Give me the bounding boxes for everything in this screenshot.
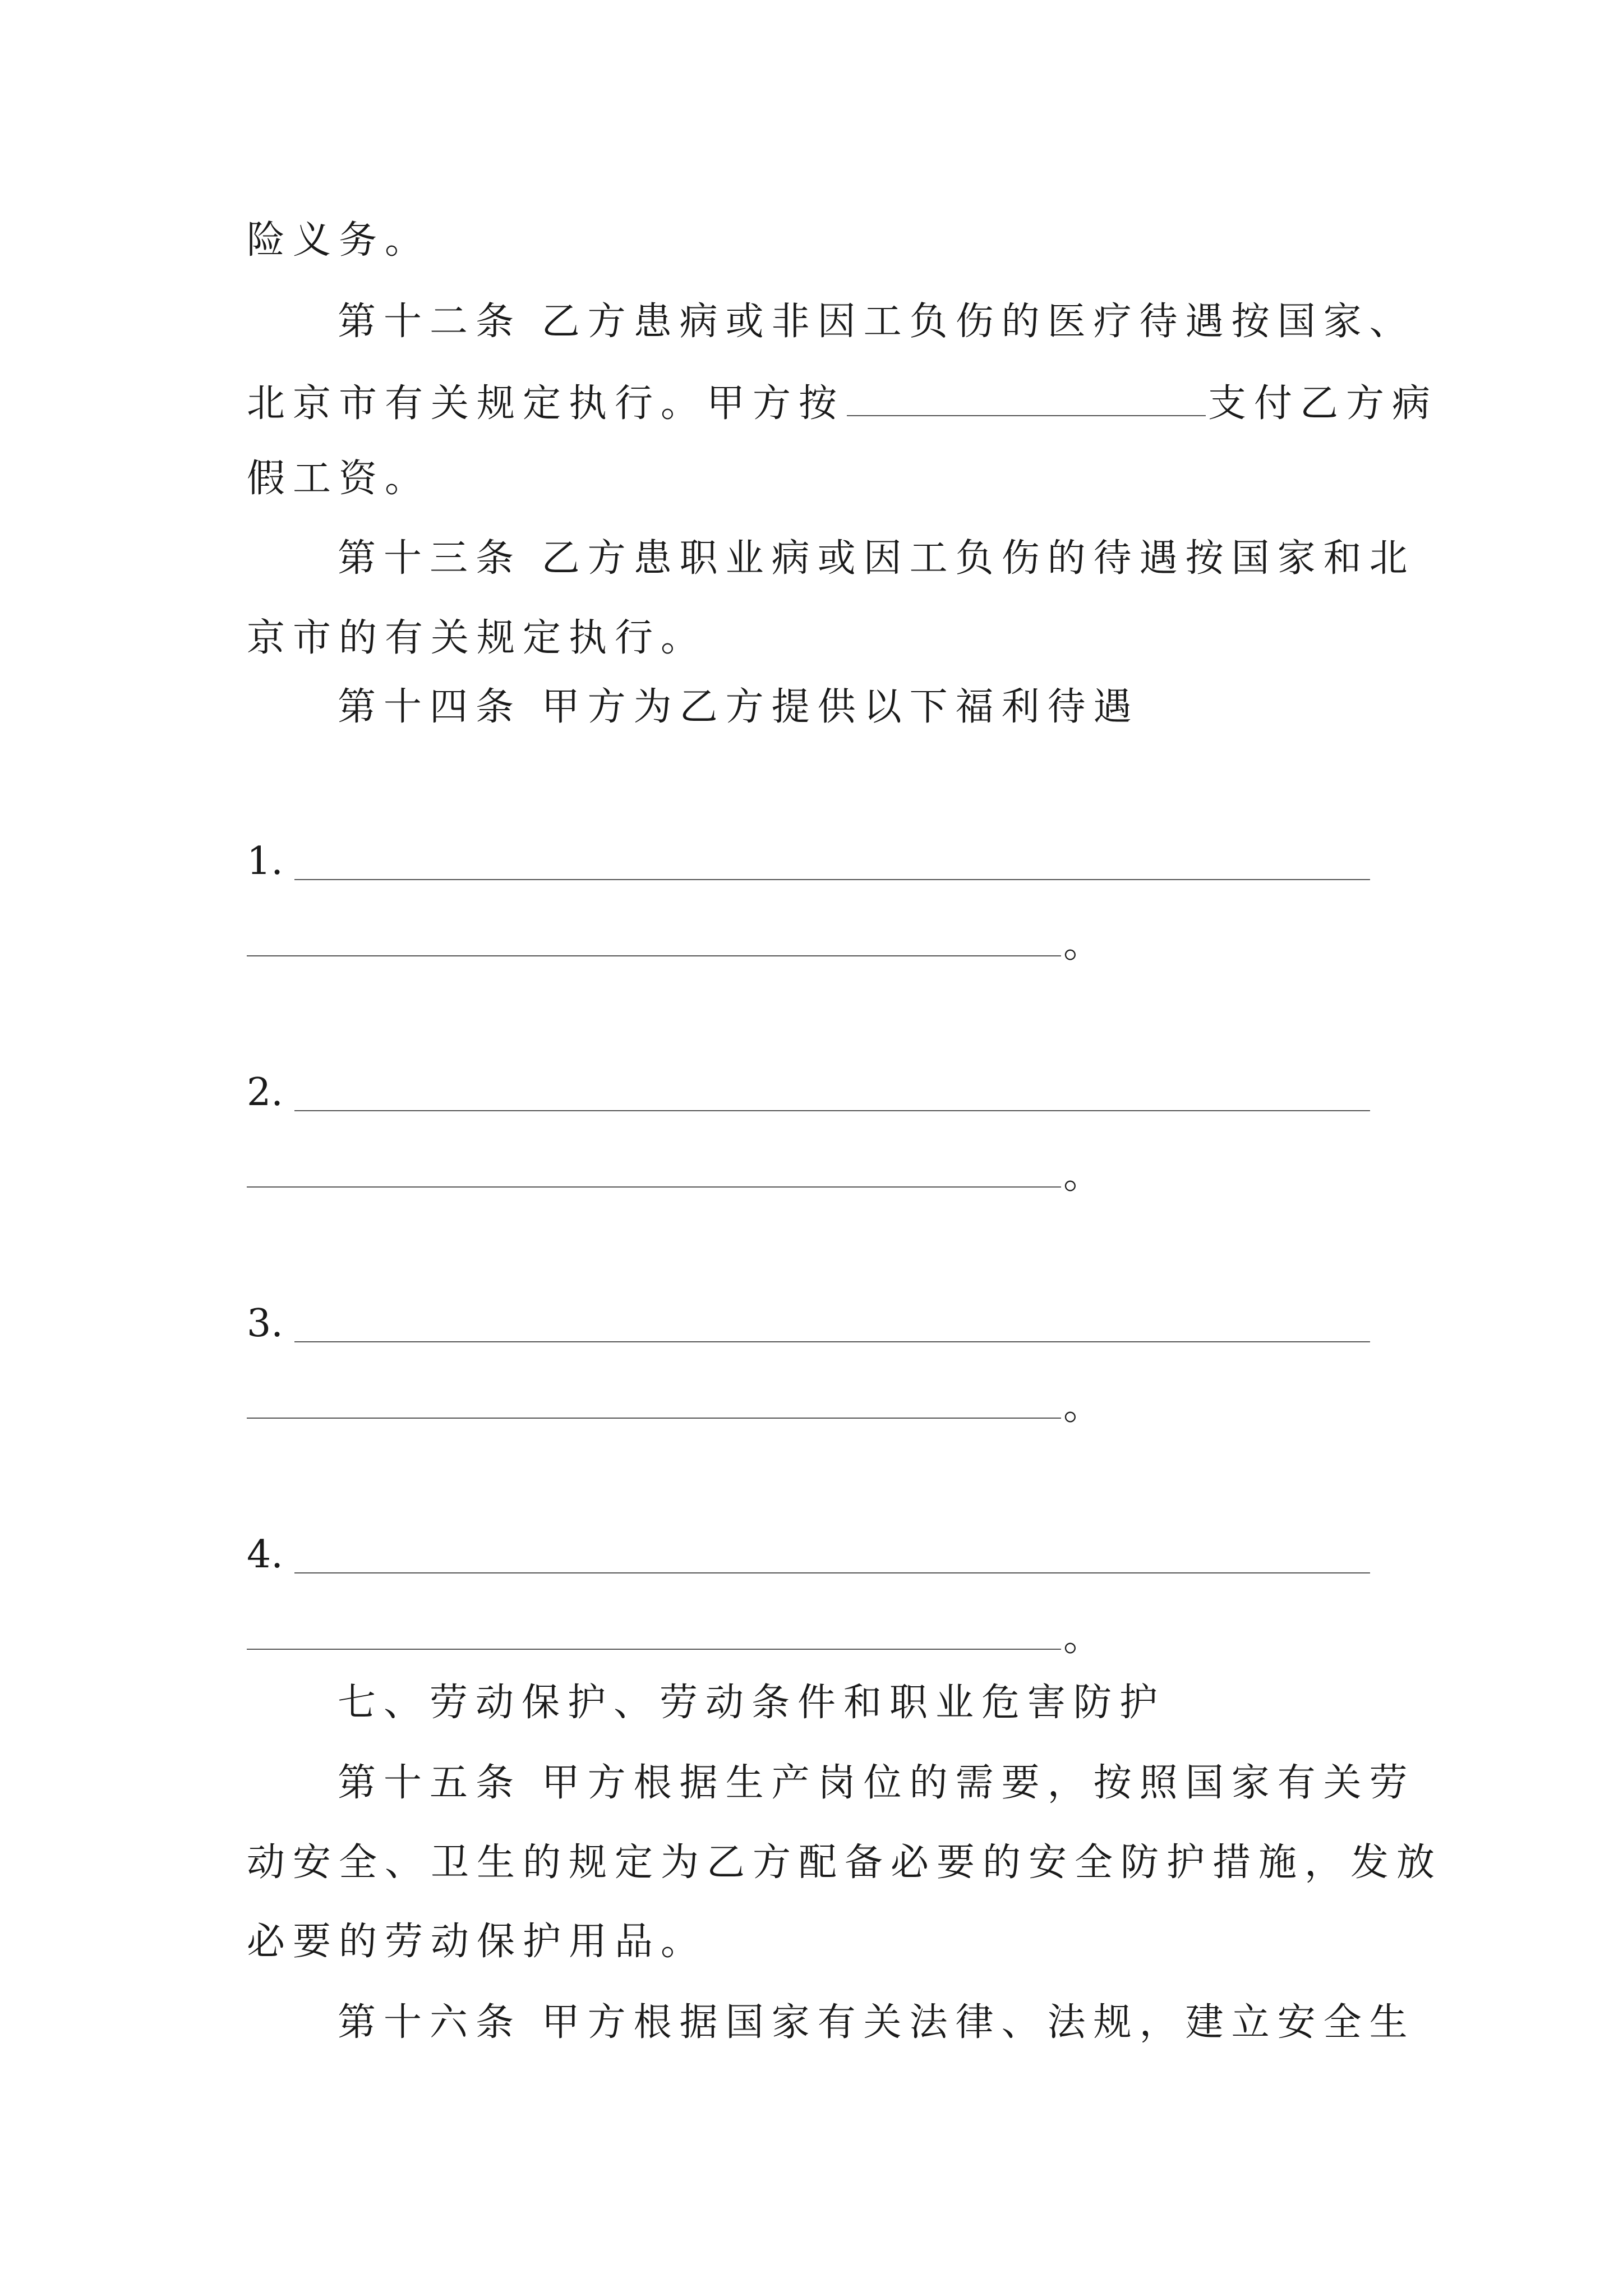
- welfare-blank-line-3a[interactable]: [294, 1341, 1370, 1342]
- article-14-line-1: 第十四条 甲方为乙方提供以下福利待遇: [338, 685, 1140, 729]
- welfare-item-number: 1.: [247, 839, 283, 884]
- article-13-line-1: 第十三条 乙方患职业病或因工负伤的待遇按国家和北: [338, 536, 1415, 581]
- article-12-text-after-blank: 支付乙方病: [1208, 381, 1438, 426]
- sick-pay-blank[interactable]: [847, 380, 1206, 416]
- welfare-blank-line-3b[interactable]: [247, 1418, 1061, 1419]
- welfare-item-number: 4.: [247, 1533, 283, 1577]
- welfare-item-number: 2.: [247, 1070, 283, 1115]
- welfare-blank-line-4a[interactable]: [294, 1572, 1370, 1573]
- article-12-line-2: [247, 380, 1438, 426]
- welfare-blank-line-1b[interactable]: [247, 955, 1061, 956]
- article-15-line-3: 必要的劳动保护用品。: [247, 1920, 707, 1964]
- article-12-line-1: 第十二条 乙方患病或非因工负伤的医疗待遇按国家、: [338, 300, 1415, 344]
- article-15-line-1: 第十五条 甲方根据生产岗位的需要，按照国家有关劳: [338, 1761, 1415, 1805]
- welfare-blank-line-2a[interactable]: [294, 1110, 1370, 1111]
- welfare-blank-line-1a[interactable]: [294, 879, 1370, 880]
- article-12-text-before-blank: 北京市有关规定执行。甲方按: [247, 381, 845, 426]
- article-15-line-2: 动安全、卫生的规定为乙方配备必要的安全防护措施，发放: [247, 1841, 1443, 1885]
- welfare-blank-line-4b[interactable]: [247, 1649, 1061, 1650]
- text-line: 险义务。: [247, 218, 431, 263]
- welfare-item-end: 。: [1063, 922, 1102, 967]
- article-13-line-2: 京市的有关规定执行。: [247, 616, 707, 660]
- article-12-line-3: 假工资。: [247, 457, 431, 501]
- section-7-heading: 七、劳动保护、劳动条件和职业危害防护: [338, 1681, 1166, 1725]
- welfare-blank-line-2b[interactable]: [247, 1186, 1061, 1188]
- article-16-line-1: 第十六条 甲方根据国家有关法律、法规，建立安全生: [338, 2000, 1415, 2045]
- welfare-item-end: 。: [1063, 1616, 1102, 1660]
- welfare-item-end: 。: [1063, 1384, 1102, 1429]
- welfare-item-number: 3.: [247, 1301, 283, 1346]
- welfare-item-end: 。: [1063, 1153, 1102, 1198]
